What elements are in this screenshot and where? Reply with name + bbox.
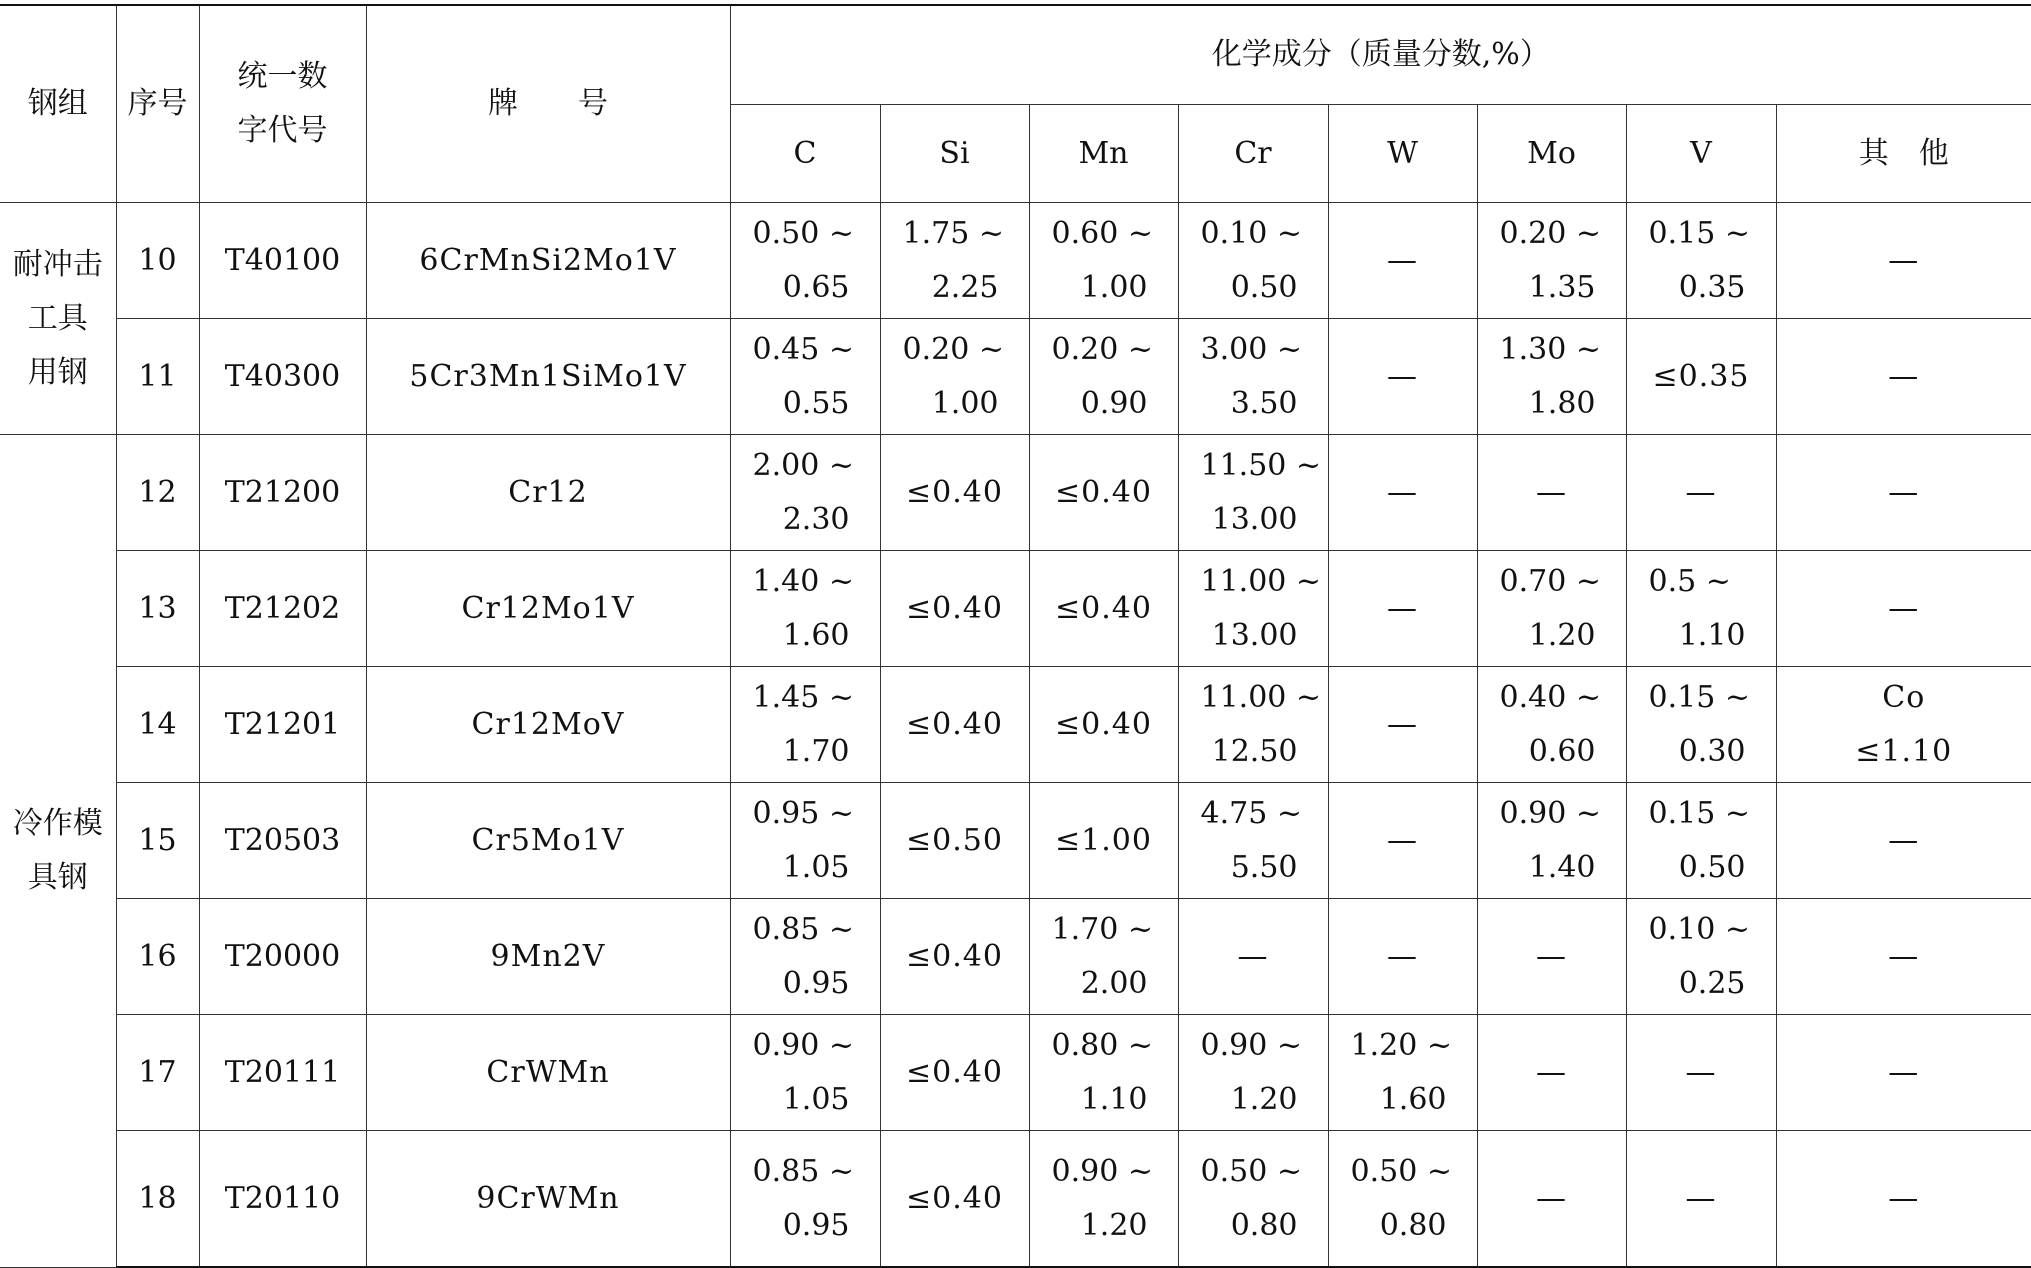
element-cell-v [1626, 203, 1776, 319]
element-cell-other [1776, 203, 2031, 319]
grade-cell: Cr12Mo1V [366, 551, 730, 667]
value-line: 0.50 ~ [731, 207, 880, 261]
value-line: 13.00 [1179, 493, 1328, 547]
value-line: 0.90 ~ [731, 1019, 880, 1073]
value-line: 3.50 [1179, 377, 1328, 431]
element-cell-w [1328, 203, 1477, 319]
value-line: 0.95 ~ [731, 787, 880, 841]
value-line: — [1329, 698, 1477, 752]
value-line: ≤0.40 [881, 1172, 1029, 1226]
element-cell-other [1776, 1015, 2031, 1131]
code-cell: T21202 [199, 551, 366, 667]
header-group [0, 5, 116, 203]
header-element-mn: Mn [1029, 105, 1178, 203]
element-cell-w [1328, 551, 1477, 667]
value-line: 1.45 ~ [731, 671, 880, 725]
header-element-v: V [1626, 105, 1776, 203]
value-line: 0.50 ~ [1329, 1145, 1477, 1199]
value-line: 2.00 [1030, 957, 1178, 1011]
value-line: 3.00 ~ [1179, 323, 1328, 377]
element-cell-mo [1477, 203, 1626, 319]
element-cell-mn [1029, 203, 1178, 319]
steel-group-cell [0, 203, 116, 435]
element-cell-mo [1477, 783, 1626, 899]
steel-group-label-line: 用钢 [0, 346, 116, 400]
seq-cell: 18 [116, 1131, 199, 1268]
value-line: 1.10 [1030, 1073, 1178, 1127]
seq-cell: 13 [116, 551, 199, 667]
value-line: 11.50 ~ [1179, 439, 1328, 493]
value-line: 13.00 [1179, 609, 1328, 663]
seq-cell: 14 [116, 667, 199, 783]
value-line: 11.00 ~ [1179, 671, 1328, 725]
value-line: ≤0.40 [881, 1046, 1029, 1100]
element-cell-mn [1029, 551, 1178, 667]
table-row [0, 551, 2031, 667]
value-line: — [1777, 1046, 2031, 1100]
value-line: 0.10 ~ [1627, 903, 1776, 957]
element-cell-v [1626, 319, 1776, 435]
value-line: 0.15 ~ [1627, 787, 1776, 841]
value-line: 0.25 [1627, 957, 1776, 1011]
steel-group-label-line: 工具 [0, 292, 116, 346]
code-cell: T20110 [199, 1131, 366, 1268]
header-element-c: C [730, 105, 880, 203]
value-line: ≤1.10 [1777, 725, 2031, 779]
steel-group-cell [0, 435, 116, 1268]
value-line: 0.5 ~ [1627, 555, 1776, 609]
value-line: — [1329, 350, 1477, 404]
steel-composition-table [0, 4, 2031, 1268]
element-cell-c [730, 899, 880, 1015]
header-code-line1: 统一数 [200, 50, 366, 104]
value-line: — [1478, 1046, 1626, 1100]
element-cell-si [880, 1015, 1029, 1131]
header-element-si: Si [880, 105, 1029, 203]
element-cell-c [730, 551, 880, 667]
element-cell-w [1328, 899, 1477, 1015]
header-code-line2: 字代号 [200, 104, 366, 158]
element-cell-mo [1477, 667, 1626, 783]
code-cell: T20111 [199, 1015, 366, 1131]
value-line: ≤0.40 [881, 582, 1029, 636]
header-group-label: 钢组 [28, 86, 88, 121]
table-row [0, 1131, 2031, 1268]
element-cell-w [1328, 1131, 1477, 1268]
value-line: 0.35 [1627, 261, 1776, 315]
seq-cell: 17 [116, 1015, 199, 1131]
steel-group-label-line: 耐冲击 [0, 238, 116, 292]
element-cell-mn [1029, 1015, 1178, 1131]
element-cell-w [1328, 1015, 1477, 1131]
header-composition-label: 化学成分（质量分数,%） [1212, 37, 1550, 72]
element-cell-v [1626, 783, 1776, 899]
value-line: ≤0.40 [881, 930, 1029, 984]
header-element-other: 其 他 [1776, 105, 2031, 203]
value-line: 0.90 ~ [1179, 1019, 1328, 1073]
value-line: 0.80 [1179, 1199, 1328, 1253]
element-cell-c [730, 203, 880, 319]
table-body [0, 5, 2031, 1267]
value-line: 0.10 ~ [1179, 207, 1328, 261]
grade-cell: 5Cr3Mn1SiMo1V [366, 319, 730, 435]
element-cell-other [1776, 783, 2031, 899]
value-line: — [1329, 930, 1477, 984]
element-cell-v [1626, 899, 1776, 1015]
element-cell-mo [1477, 1015, 1626, 1131]
grade-cell: 9CrWMn [366, 1131, 730, 1268]
value-line: 4.75 ~ [1179, 787, 1328, 841]
element-cell-c [730, 667, 880, 783]
value-line: 1.60 [1329, 1073, 1477, 1127]
element-cell-mn [1029, 1131, 1178, 1268]
element-cell-mo [1477, 435, 1626, 551]
value-line: 1.40 ~ [731, 555, 880, 609]
element-cell-cr [1178, 783, 1328, 899]
grade-cell: CrWMn [366, 1015, 730, 1131]
value-line: — [1627, 466, 1776, 520]
header-grade-label: 牌 号 [488, 86, 608, 121]
grade-cell: Cr5Mo1V [366, 783, 730, 899]
value-line: 0.40 ~ [1478, 671, 1626, 725]
seq-cell: 15 [116, 783, 199, 899]
element-cell-w [1328, 435, 1477, 551]
seq-cell: 11 [116, 319, 199, 435]
value-line: 1.00 [881, 377, 1029, 431]
element-cell-other [1776, 667, 2031, 783]
element-cell-mn [1029, 667, 1178, 783]
value-line: — [1777, 582, 2031, 636]
element-cell-w [1328, 783, 1477, 899]
value-line: — [1777, 814, 2031, 868]
value-line: — [1329, 466, 1477, 520]
value-line: ≤1.00 [1030, 814, 1178, 868]
element-cell-cr [1178, 899, 1328, 1015]
element-cell-v [1626, 1015, 1776, 1131]
value-line: 0.15 ~ [1627, 207, 1776, 261]
value-line: 1.80 [1478, 377, 1626, 431]
element-cell-w [1328, 319, 1477, 435]
element-cell-other [1776, 899, 2031, 1015]
element-cell-c [730, 435, 880, 551]
element-cell-v [1626, 1131, 1776, 1268]
element-cell-cr [1178, 435, 1328, 551]
element-cell-other [1776, 435, 2031, 551]
value-line: 0.80 [1329, 1199, 1477, 1253]
table-row [0, 319, 2031, 435]
element-cell-v [1626, 435, 1776, 551]
element-cell-c [730, 319, 880, 435]
value-line: 1.60 [731, 609, 880, 663]
value-line: 0.85 ~ [731, 903, 880, 957]
steel-group-label-line: 冷作模 [0, 797, 116, 851]
value-line: ≤0.40 [1030, 466, 1178, 520]
element-cell-si [880, 203, 1029, 319]
element-cell-cr [1178, 203, 1328, 319]
value-line: 1.00 [1030, 261, 1178, 315]
value-line: 0.90 [1030, 377, 1178, 431]
element-cell-si [880, 899, 1029, 1015]
value-line: 1.20 [1179, 1073, 1328, 1127]
value-line: — [1777, 350, 2031, 404]
value-line: 2.00 ~ [731, 439, 880, 493]
value-line: 1.20 [1030, 1199, 1178, 1253]
value-line: 0.30 [1627, 725, 1776, 779]
table-row [0, 203, 2031, 319]
value-line: 0.50 [1179, 261, 1328, 315]
table-row [0, 783, 2031, 899]
value-line: 0.90 ~ [1030, 1145, 1178, 1199]
value-line: 0.20 ~ [881, 323, 1029, 377]
value-line: ≤0.40 [1030, 698, 1178, 752]
value-line: — [1179, 930, 1328, 984]
header-code [199, 5, 366, 203]
value-line: 0.60 ~ [1030, 207, 1178, 261]
grade-cell: Cr12MoV [366, 667, 730, 783]
value-line: 2.30 [731, 493, 880, 547]
value-line: — [1478, 1172, 1626, 1226]
element-cell-cr [1178, 1015, 1328, 1131]
value-line: — [1627, 1172, 1776, 1226]
value-line: — [1478, 466, 1626, 520]
grade-cell: 6CrMnSi2Mo1V [366, 203, 730, 319]
element-cell-cr [1178, 667, 1328, 783]
value-line: — [1329, 234, 1477, 288]
value-line: 1.70 ~ [1030, 903, 1178, 957]
value-line: 1.70 [731, 725, 880, 779]
element-cell-si [880, 667, 1029, 783]
element-cell-v [1626, 667, 1776, 783]
value-line: ≤0.50 [881, 814, 1029, 868]
value-line: — [1777, 1172, 2031, 1226]
seq-cell: 12 [116, 435, 199, 551]
value-line: ≤0.40 [881, 698, 1029, 752]
element-cell-si [880, 783, 1029, 899]
value-line: 2.25 [881, 261, 1029, 315]
value-line: ≤0.40 [881, 466, 1029, 520]
element-cell-si [880, 1131, 1029, 1268]
value-line: 0.95 [731, 1199, 880, 1253]
value-line: Co [1777, 671, 2031, 725]
value-line: — [1777, 234, 2031, 288]
value-line: 0.45 ~ [731, 323, 880, 377]
table-row [0, 435, 2031, 551]
element-cell-mn [1029, 783, 1178, 899]
value-line: ≤0.40 [1030, 582, 1178, 636]
header-composition [730, 5, 2031, 105]
value-line: 0.20 ~ [1030, 323, 1178, 377]
value-line: 0.20 ~ [1478, 207, 1626, 261]
code-cell: T40300 [199, 319, 366, 435]
value-line: ≤0.35 [1627, 350, 1776, 404]
element-cell-w [1328, 667, 1477, 783]
value-line: 1.75 ~ [881, 207, 1029, 261]
code-cell: T40100 [199, 203, 366, 319]
value-line: 0.65 [731, 261, 880, 315]
header-seq-label: 序号 [128, 86, 188, 121]
grade-cell: Cr12 [366, 435, 730, 551]
value-line: 0.90 ~ [1478, 787, 1626, 841]
value-line: 1.05 [731, 841, 880, 895]
value-line: — [1777, 466, 2031, 520]
value-line: 12.50 [1179, 725, 1328, 779]
steel-group-label-line: 具钢 [0, 851, 116, 905]
value-line: 0.55 [731, 377, 880, 431]
value-line: 0.80 ~ [1030, 1019, 1178, 1073]
value-line: 0.15 ~ [1627, 671, 1776, 725]
element-cell-other [1776, 319, 2031, 435]
element-cell-mo [1477, 319, 1626, 435]
value-line: — [1329, 814, 1477, 868]
value-line: 1.05 [731, 1073, 880, 1127]
element-cell-cr [1178, 1131, 1328, 1268]
table-row [0, 667, 2031, 783]
code-cell: T21201 [199, 667, 366, 783]
element-cell-c [730, 783, 880, 899]
value-line: 1.10 [1627, 609, 1776, 663]
header-grade [366, 5, 730, 203]
value-line: 1.35 [1478, 261, 1626, 315]
value-line: 1.30 ~ [1478, 323, 1626, 377]
element-cell-mn [1029, 899, 1178, 1015]
value-line: 0.70 ~ [1478, 555, 1626, 609]
value-line: — [1478, 930, 1626, 984]
element-cell-mo [1477, 551, 1626, 667]
code-cell: T21200 [199, 435, 366, 551]
element-cell-c [730, 1131, 880, 1268]
element-cell-cr [1178, 551, 1328, 667]
value-line: 0.50 ~ [1179, 1145, 1328, 1199]
header-element-w: W [1328, 105, 1477, 203]
value-line: 11.00 ~ [1179, 555, 1328, 609]
table-row [0, 1015, 2031, 1131]
table-row [0, 899, 2031, 1015]
header-element-cr: Cr [1178, 105, 1328, 203]
value-line: 1.20 [1478, 609, 1626, 663]
value-line: — [1329, 582, 1477, 636]
element-cell-v [1626, 551, 1776, 667]
element-cell-c [730, 1015, 880, 1131]
value-line: 0.50 [1627, 841, 1776, 895]
seq-cell: 10 [116, 203, 199, 319]
value-line: 1.20 ~ [1329, 1019, 1477, 1073]
element-cell-si [880, 319, 1029, 435]
value-line: 5.50 [1179, 841, 1328, 895]
element-cell-other [1776, 551, 2031, 667]
value-line: 0.85 ~ [731, 1145, 880, 1199]
seq-cell: 16 [116, 899, 199, 1015]
code-cell: T20503 [199, 783, 366, 899]
element-cell-mo [1477, 1131, 1626, 1268]
value-line: — [1627, 1046, 1776, 1100]
grade-cell: 9Mn2V [366, 899, 730, 1015]
element-cell-cr [1178, 319, 1328, 435]
element-cell-mo [1477, 899, 1626, 1015]
header-element-mo: Mo [1477, 105, 1626, 203]
element-cell-other [1776, 1131, 2031, 1268]
value-line: 0.60 [1478, 725, 1626, 779]
value-line: 0.95 [731, 957, 880, 1011]
element-cell-si [880, 551, 1029, 667]
header-seq [116, 5, 199, 203]
code-cell: T20000 [199, 899, 366, 1015]
value-line: 1.40 [1478, 841, 1626, 895]
element-cell-mn [1029, 319, 1178, 435]
value-line: — [1777, 930, 2031, 984]
element-cell-mn [1029, 435, 1178, 551]
header-row-1 [0, 5, 2031, 105]
element-cell-si [880, 435, 1029, 551]
